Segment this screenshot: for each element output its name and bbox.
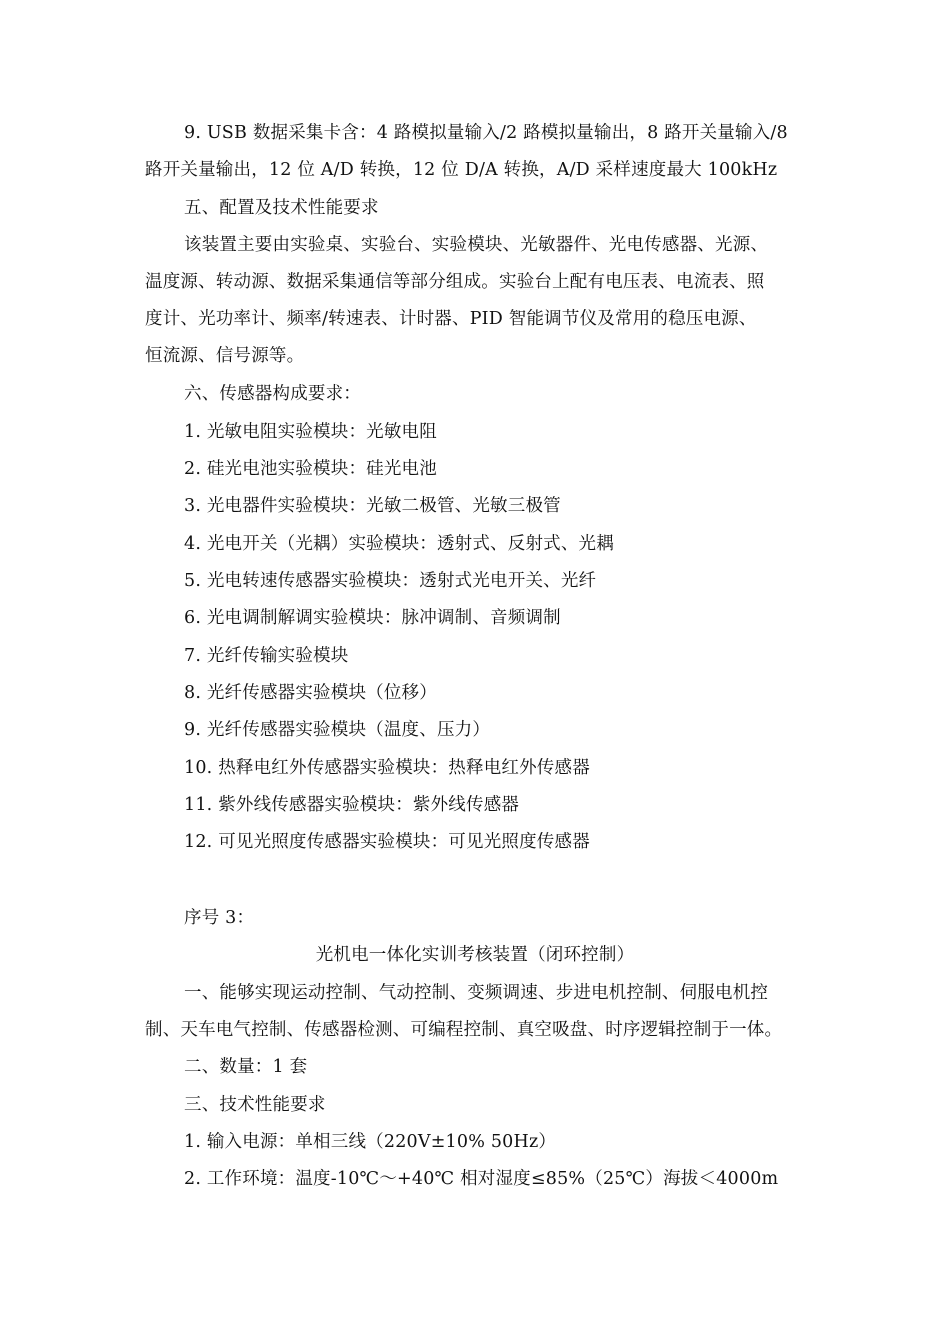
list-item: 11. 紫外线传感器实验模块：紫外线传感器: [184, 795, 520, 815]
list-item: 4. 光电开关（光耦）实验模块：透射式、反射式、光耦: [184, 534, 614, 554]
list-item: 9. 光纤传感器实验模块（温度、压力）: [184, 720, 491, 740]
section5-heading: 五、配置及技术性能要求: [184, 198, 379, 218]
section5-paragraph-line4: 恒流源、信号源等。: [145, 346, 305, 366]
section1-line2: 制、天车电气控制、传感器检测、可编程控制、真空吸盘、时序逻辑控制于一体。: [145, 1020, 783, 1040]
list-item: 10. 热释电红外传感器实验模块：热释电红外传感器: [184, 758, 590, 778]
list-item: 12. 可见光照度传感器实验模块：可见光照度传感器: [184, 832, 590, 852]
list-item: 6. 光电调制解调实验模块：脉冲调制、音频调制: [184, 608, 561, 628]
section3-heading: 三、技术性能要求: [184, 1095, 326, 1115]
section5-paragraph-line3: 度计、光功率计、频率/转速表、计时器、PID 智能调节仪及常用的稳压电源、: [145, 309, 757, 329]
section6-heading: 六、传感器构成要求：: [184, 384, 361, 404]
section5-paragraph-line1: 该装置主要由实验桌、实验台、实验模块、光敏器件、光电传感器、光源、: [184, 235, 769, 255]
list-item: 8. 光纤传感器实验模块（位移）: [184, 683, 437, 703]
item9-line2: 路开关量输出，12 位 A/D 转换，12 位 D/A 转换，A/D 采样速度最大 100kHz: [145, 160, 778, 180]
requirement-1: 1. 输入电源：单相三线（220V±10% 50Hz）: [184, 1132, 557, 1152]
list-item: 7. 光纤传输实验模块: [184, 646, 349, 666]
device-title: 光机电一体化实训考核装置（闭环控制）: [315, 945, 635, 965]
requirement-2: 2. 工作环境：温度-10℃～+40℃ 相对湿度≤85%（25℃）海拔＜4000m: [184, 1169, 779, 1189]
item9-line1: 9. USB 数据采集卡含：4 路模拟量输入/2 路模拟量输出，8 路开关量输入/8: [184, 123, 788, 143]
list-item: 1. 光敏电阻实验模块：光敏电阻: [184, 422, 437, 442]
section1-line1: 一、能够实现运动控制、气动控制、变频调速、步进电机控制、伺服电机控: [184, 983, 769, 1003]
list-item: 3. 光电器件实验模块：光敏二极管、光敏三极管: [184, 496, 561, 516]
list-item: 2. 硅光电池实验模块：硅光电池: [184, 459, 437, 479]
section2-quantity: 二、数量：1 套: [184, 1057, 308, 1077]
section5-paragraph-line2: 温度源、转动源、数据采集通信等部分组成。实验台上配有电压表、电流表、照: [145, 272, 765, 292]
serial-number: 序号 3：: [184, 908, 255, 928]
list-item: 5. 光电转速传感器实验模块：透射式光电开关、光纤: [184, 571, 597, 591]
